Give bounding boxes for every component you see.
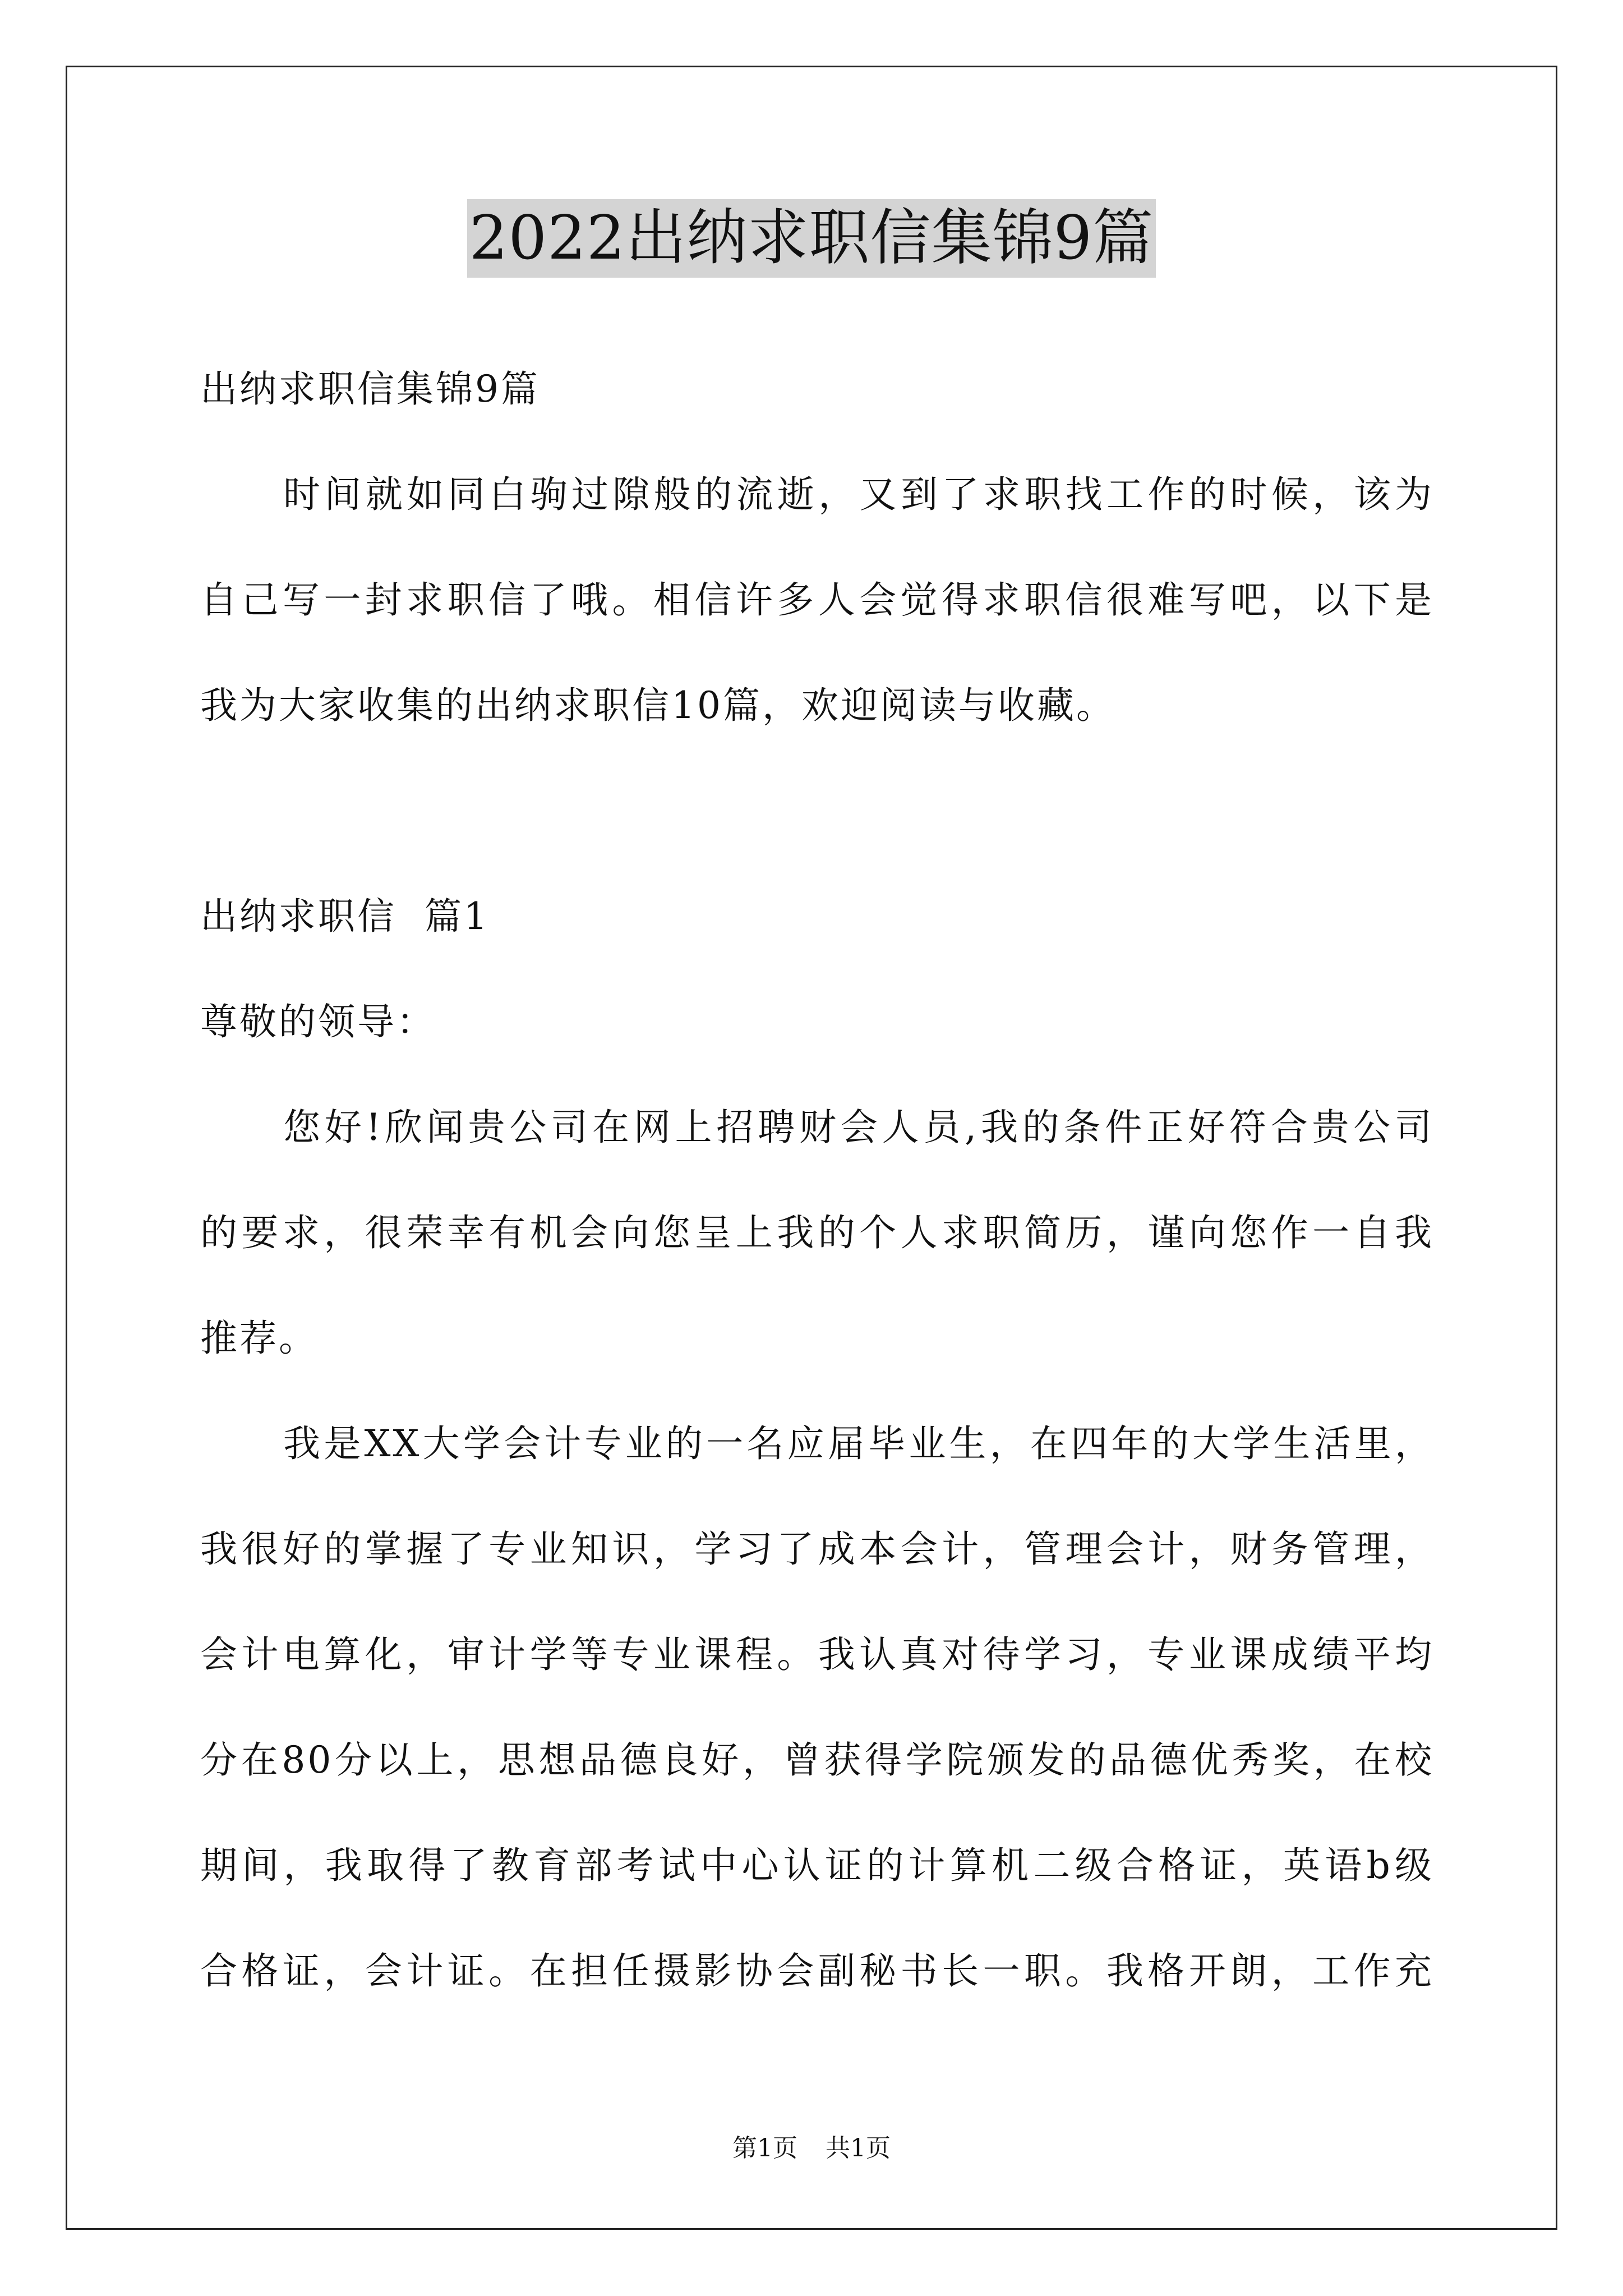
salutation: 尊敬的领导：	[200, 1000, 436, 1043]
page-number: 第1页	[732, 2134, 797, 2162]
title-wrap	[0, 199, 1623, 278]
page-footer	[0, 2132, 1623, 2165]
para1-line-2: 的要求，很荣幸有机会向您呈上我的个人求职简历，谨向您作一自我	[200, 1211, 1434, 1254]
para1-line-1: 您好!欣闻贵公司在网上招聘财会人员,我的条件正好符合贵公司	[283, 1106, 1434, 1149]
intro-line-2: 自己写一封求职信了哦。相信许多人会觉得求职信很难写吧，以下是	[200, 578, 1434, 622]
intro-line-3: 我为大家收集的出纳求职信10篇，欢迎阅读与收藏。	[200, 684, 1115, 727]
para2-line-2: 我很好的掌握了专业知识，学习了成本会计，管理会计，财务管理，	[200, 1527, 1434, 1571]
section-heading: 出纳求职信 篇1	[200, 895, 490, 938]
intro-line-1: 时间就如同白驹过隙般的流逝，又到了求职找工作的时候，该为	[283, 473, 1434, 516]
subtitle: 出纳求职信集锦9篇	[200, 367, 540, 411]
spacer	[200, 758, 1434, 864]
para2-line-6: 合格证，会计证。在担任摄影协会副秘书长一职。我格开朗，工作充	[200, 1949, 1434, 1993]
para2-line-1: 我是XX大学会计专业的一名应届毕业生，在四年的大学生活里，	[283, 1422, 1434, 1465]
document-body	[200, 337, 1434, 2024]
para1-line-3: 推荐。	[200, 1317, 318, 1360]
page-total: 共1页	[826, 2134, 891, 2162]
para2-line-4: 分在80分以上，思想品德良好，曾获得学院颁发的品德优秀奖，在校	[200, 1738, 1434, 1782]
para2-line-3: 会计电算化，审计学等专业课程。我认真对待学习，专业课成绩平均	[200, 1633, 1434, 1676]
para2-line-5: 期间，我取得了教育部考试中心认证的计算机二级合格证，英语b级	[200, 1844, 1434, 1887]
document-title: 2022出纳求职信集锦9篇	[467, 199, 1156, 278]
